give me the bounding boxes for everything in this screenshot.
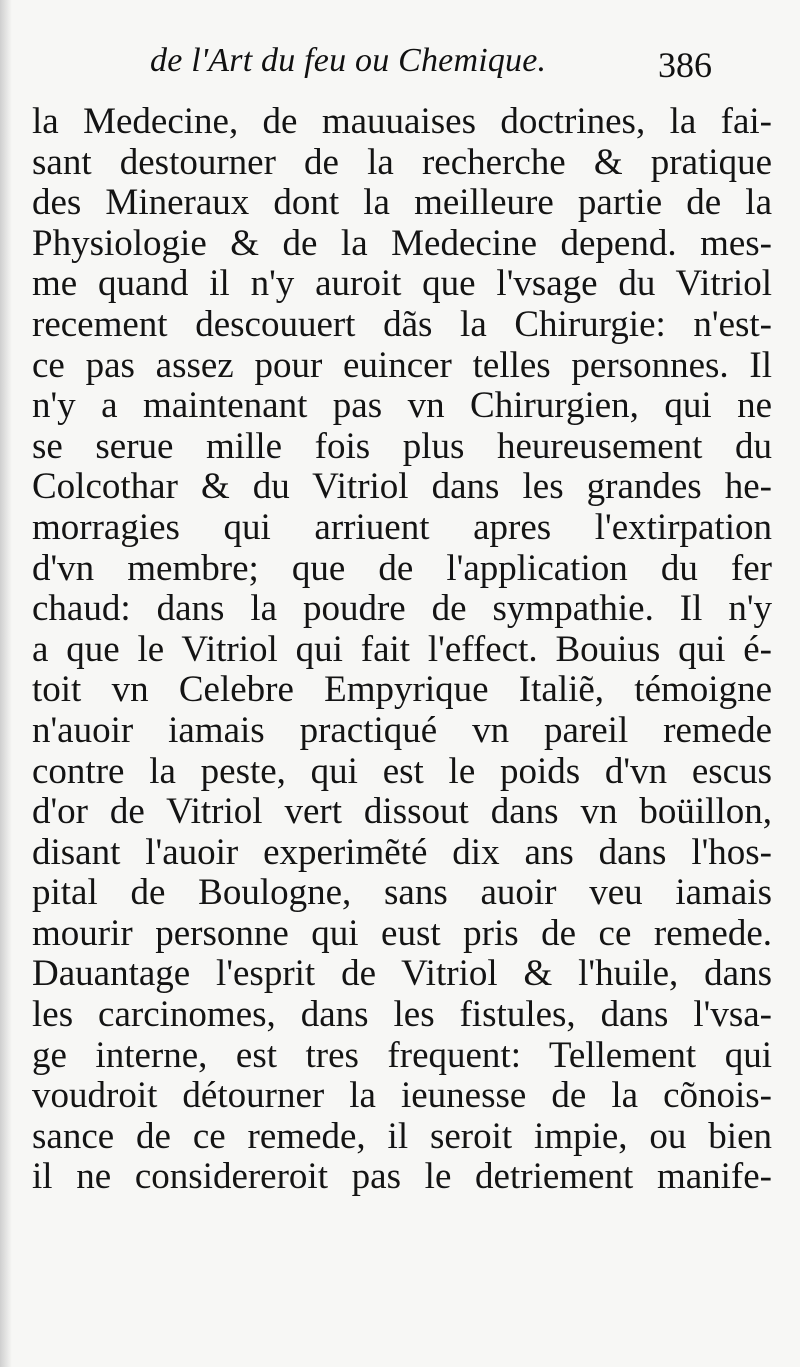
page-gutter-shadow (0, 0, 12, 1367)
text-line: recement descouuert dãs la Chirurgie: n'est- (32, 303, 772, 345)
text-line: me quand il n'y auroit que l'vsage du Vitriol (32, 263, 772, 305)
text-line: a que le Vitriol qui fait l'effect. Bouius qui é- (32, 628, 772, 670)
text-line: sant destourner de la recherche & pratique (32, 141, 772, 183)
text-line: Physiologie & de la Medecine depend. mes- (32, 222, 772, 264)
body-text (32, 102, 772, 1198)
text-line: Dauantage l'esprit de Vitriol & l'huile, dans (32, 953, 772, 995)
text-line: voudroit détourner la ieunesse de la cõnois- (32, 1075, 772, 1117)
text-line: disant l'auoir experimẽté dix ans dans l'hos- (32, 831, 772, 873)
text-line: toit vn Celebre Empyrique Italiẽ, témoigne (32, 669, 772, 711)
running-head (0, 40, 800, 100)
text-line: mourir personne qui eust pris de ce remede. (32, 912, 772, 954)
text-line: des Mineraux dont la meilleure partie de la (32, 182, 772, 224)
text-line: chaud: dans la poudre de sympathie. Il n'y (32, 588, 772, 630)
text-line: sance de ce remede, il seroit impie, ou bien (32, 1115, 772, 1157)
text-line: ce pas assez pour euincer telles personnes. Il (32, 344, 772, 386)
running-head-title: de l'Art du feu ou Chemique. (150, 42, 547, 79)
text-line: ge interne, est tres frequent: Tellement qui (32, 1034, 772, 1076)
text-line: d'or de Vitriol vert dissout dans vn boüillon, (32, 791, 772, 833)
text-line: les carcinomes, dans les fistules, dans l'vsa- (32, 994, 772, 1036)
text-line: Colcothar & du Vitriol dans les grandes he- (32, 466, 772, 508)
text-line: morragies qui arriuent apres l'extirpation (32, 506, 772, 548)
text-line: d'vn membre; que de l'application du fer (32, 547, 772, 589)
text-line: se serue mille fois plus heureusement du (32, 425, 772, 467)
text-line: il ne considereroit pas le detriement manife- (32, 1156, 772, 1198)
text-line: n'auoir iamais practiqué vn pareil remede (32, 709, 772, 751)
text-line: contre la peste, qui est le poids d'vn escus (32, 750, 772, 792)
text-line: la Medecine, de mauuaises doctrines, la fai- (32, 101, 772, 142)
text-line: n'y a maintenant pas vn Chirurgien, qui ne (32, 385, 772, 427)
text-line: pital de Boulogne, sans auoir veu iamais (32, 872, 772, 914)
page-number: 386 (658, 45, 712, 85)
